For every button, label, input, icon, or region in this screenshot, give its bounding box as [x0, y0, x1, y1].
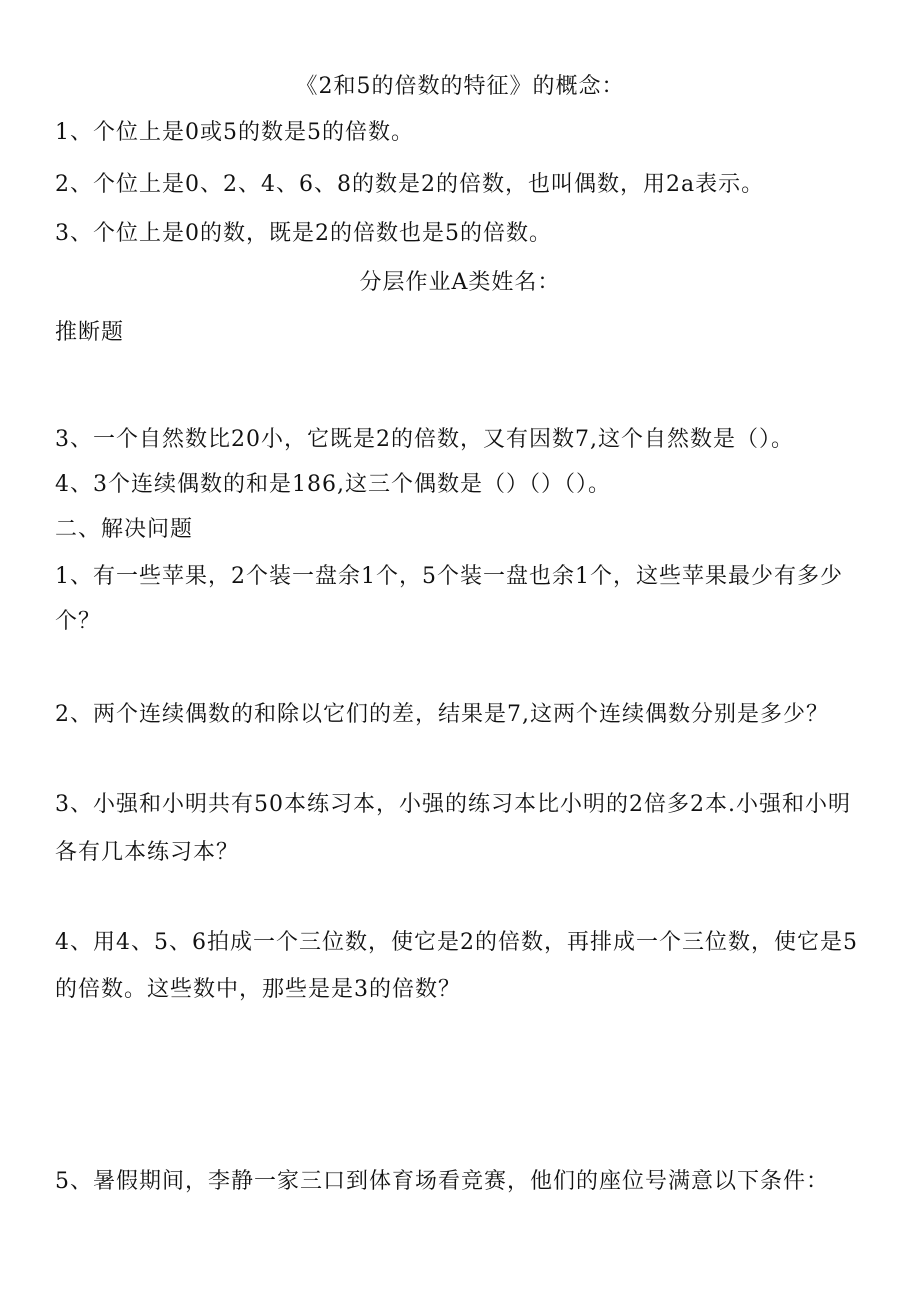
problem-3-line2: 各有几本练习本？ — [55, 840, 240, 865]
judge-item-3: 3、一个自然数比20小，它既是2的倍数，又有因数7,这个自然数是（）。 — [55, 427, 794, 452]
concept-item-3: 3、个位上是0的数，既是2的倍数也是5的倍数。 — [55, 221, 552, 246]
problem-3-line1: 3、小强和小明共有50本练习本，小强的练习本比小明的2倍多2本.小强和小明 — [55, 792, 851, 817]
problem-4-line1: 4、用4、5、6拍成一个三位数，使它是2的倍数，再排成一个三位数，使它是5 — [55, 930, 858, 955]
judge-item-4: 4、3个连续偶数的和是186,这三个偶数是（）（）（）。 — [55, 472, 611, 497]
problem-4-line2: 的倍数。这些数中，那些是是3的倍数？ — [55, 977, 461, 1002]
problem-5-line1: 5、暑假期间，李静一家三口到体育场看竞赛，他们的座位号满意以下条件： — [55, 1169, 829, 1194]
homework-title: 分层作业A类姓名： — [359, 270, 561, 295]
judge-heading: 推断题 — [55, 320, 125, 345]
problem-1-line1: 1、有一些苹果，2个装一盘余1个，5个装一盘也余1个，这些苹果最少有多少 — [55, 564, 843, 589]
concept-item-1: 1、个位上是0或5的数是5的倍数。 — [55, 120, 414, 145]
concept-item-2: 2、个位上是0、2、4、6、8的数是2的倍数，也叫偶数，用2a表示。 — [55, 172, 765, 197]
concept-title: 《2和5的倍数的特征》的概念： — [295, 74, 625, 99]
problem-2-line1: 2、两个连续偶数的和除以它们的差，结果是7,这两个连续偶数分别是多少？ — [55, 702, 829, 727]
problem-1-line2: 个？ — [55, 609, 102, 634]
solve-heading: 二、解决问题 — [55, 517, 194, 542]
